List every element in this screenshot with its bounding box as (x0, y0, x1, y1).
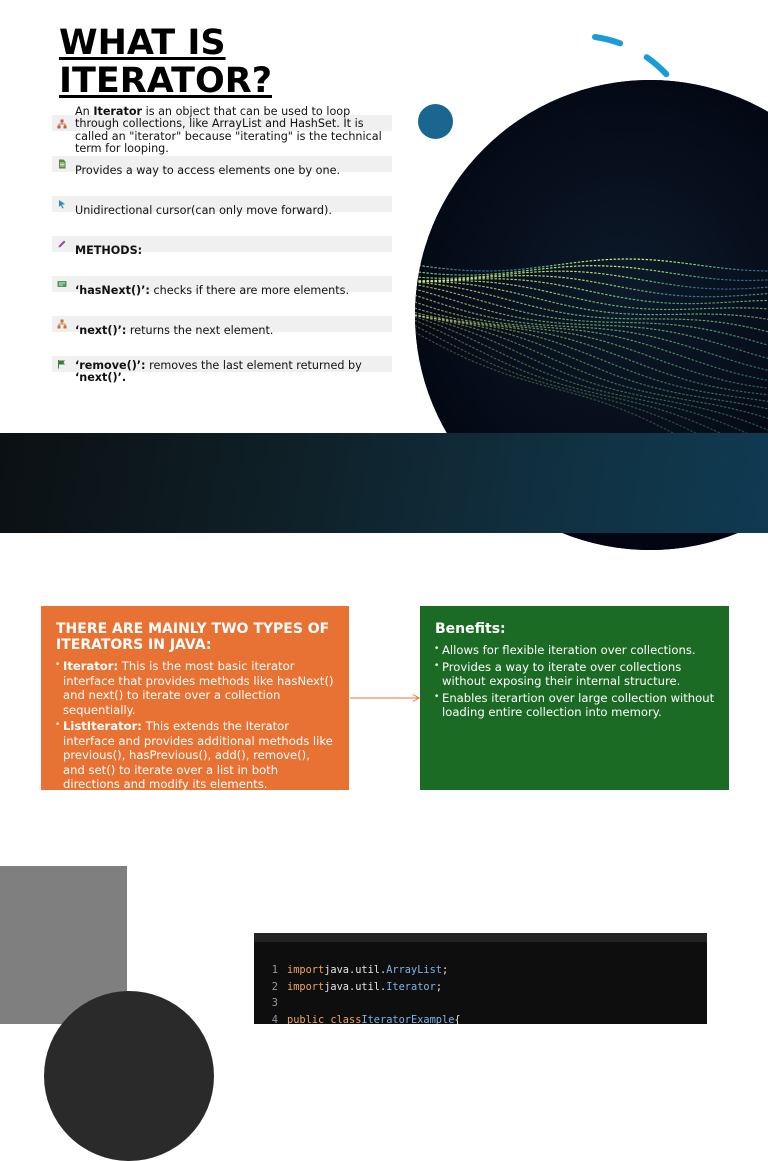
point-rest: checks if there are more elements. (149, 284, 350, 297)
benefits-list (435, 643, 715, 720)
point-item (52, 196, 392, 217)
point-text (75, 316, 392, 337)
code-line (254, 995, 707, 1012)
code-keyword: import (287, 980, 325, 993)
point-item (52, 276, 392, 297)
types-item-text: This extends the Iterator interface and provides additional methods like previous(), hasPrevious(), add(), remove(), and set() to iterate over a list in both directions and modify its elements. (63, 719, 333, 790)
iterator-types-box (41, 606, 349, 790)
point-rest: returns the next element. (126, 324, 274, 337)
dark-banner (0, 433, 768, 533)
benefits-heading: Benefits: (435, 621, 506, 637)
code-line (254, 979, 707, 996)
point-rest: removes the last element returned by (145, 359, 362, 372)
benefit-item: • Enables iterartion over large collection without loading entire collection into memory. (435, 691, 715, 720)
types-item-bold: ListIterator: (63, 719, 142, 733)
types-item (56, 719, 335, 790)
code-text: ; (442, 964, 449, 976)
connector-arrow (350, 692, 420, 704)
document-icon (57, 159, 67, 169)
code-line (254, 1012, 707, 1024)
hierarchy-icon (57, 319, 67, 329)
code-text: { (454, 1013, 461, 1024)
code-window-bar (254, 933, 707, 942)
point-text: Provides a way to access elements one by one. (75, 164, 341, 177)
intro-bold: Iterator (93, 105, 143, 118)
code-lines (254, 942, 707, 1024)
code-line (254, 962, 707, 979)
point-item (52, 316, 392, 337)
types-item (56, 659, 335, 717)
benefit-item: • Allows for flexible iteration over collections. (435, 643, 715, 658)
dark-circle-decoration (44, 991, 214, 1161)
code-class: Iterator (386, 980, 436, 993)
code-snippet (254, 933, 707, 1024)
benefits-box (420, 606, 729, 790)
point-bold-2: ‘next()’. (75, 371, 127, 385)
code-keyword: import (287, 964, 325, 976)
flag-icon (57, 359, 67, 369)
intro-pre: An (75, 105, 94, 118)
point-item (52, 236, 392, 257)
intro-text (75, 106, 392, 156)
code-text: ; (435, 980, 443, 993)
point-item (52, 156, 392, 177)
line-number: 1 (271, 964, 278, 976)
org-chart-icon (57, 119, 67, 129)
point-bold: METHODS: (75, 244, 143, 257)
title-line-1: WHAT IS (59, 23, 226, 63)
types-item-bold: Iterator: (63, 659, 119, 673)
cursor-icon (57, 199, 67, 209)
card-icon (57, 279, 67, 289)
code-text: java.util. (324, 964, 387, 976)
types-list (56, 659, 335, 790)
blue-dot (418, 104, 453, 139)
point-bold: ‘hasNext()’: (75, 284, 150, 297)
pen-icon (57, 239, 67, 249)
point-text (75, 236, 392, 257)
code-keyword: public class (287, 1013, 362, 1024)
types-item-text: This is the most basic iterator interface that provides methods like hasNext() and next() to iterate over a collection sequentially. (63, 659, 334, 717)
point-text (75, 276, 392, 297)
line-number: 2 (271, 980, 278, 993)
page-title (59, 24, 272, 100)
point-bold: ‘remove()’: (75, 359, 146, 372)
code-text: java.util. (324, 980, 387, 993)
title-line-2: ITERATOR? (59, 61, 273, 101)
intro-item (52, 106, 392, 156)
intro-rest: is an object that can be used to loop through collections, like ArrayList and HashSet. It is called an "iterator" because "iterating" is the technical term for looping. (75, 105, 382, 156)
benefit-item: • Provides a way to iterate over collections without exposing their internal structure. (435, 660, 715, 689)
types-heading: THERE ARE MAINLY TWO TYPES OF ITERATORS IN JAVA: (56, 621, 330, 653)
point-bold: ‘next()’: (75, 324, 127, 337)
point-text (75, 356, 392, 385)
point-text: Unidirectional cursor(can only move forward). (75, 204, 332, 217)
point-item (52, 356, 392, 385)
code-class: ArrayList (386, 964, 442, 976)
line-number: 4 (271, 1013, 278, 1024)
line-number: 3 (271, 997, 278, 1010)
code-class: IteratorExample (361, 1013, 455, 1024)
